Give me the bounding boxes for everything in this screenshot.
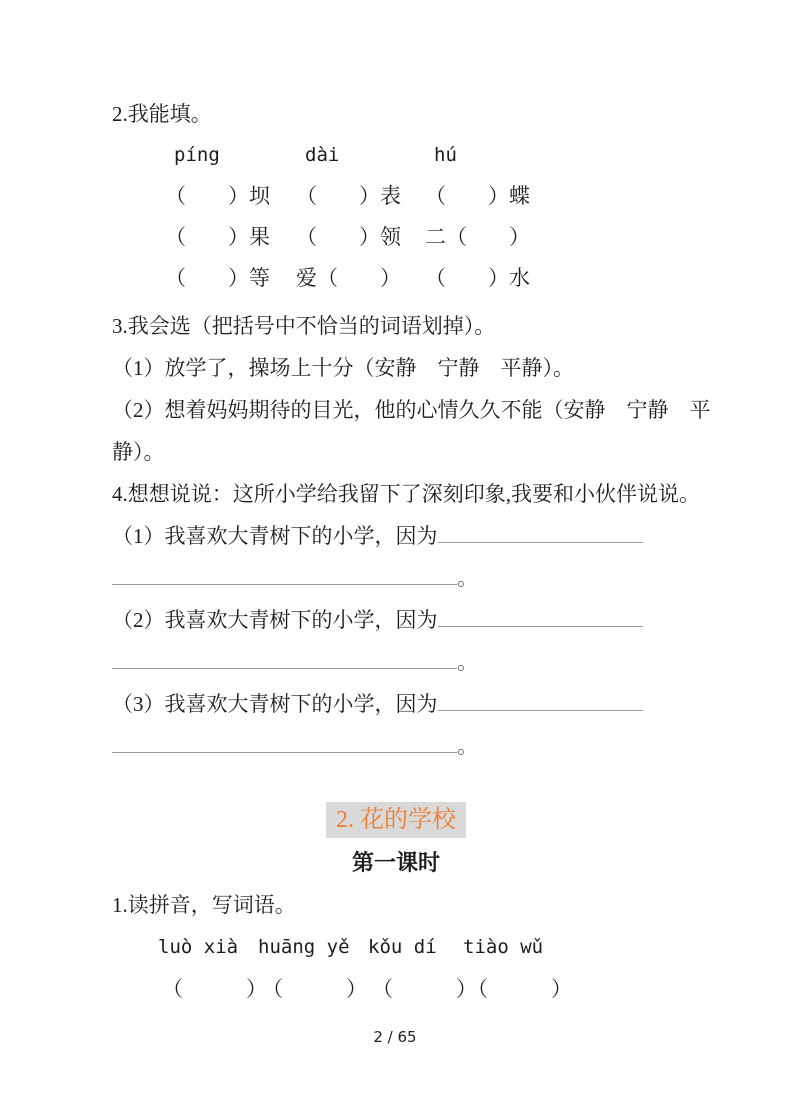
exercise-3-item-1: （1）放学了，操场上十分（安静 宁静 平静）。	[112, 356, 574, 380]
answer-brackets: （ ）	[162, 977, 267, 1001]
exercise-2-pinyin-row	[112, 135, 680, 176]
exercise-4-title: 4.想想说说：这所小学给我留下了深刻印象,我要和小伙伴说说。	[112, 482, 700, 506]
session-title: 第一课时	[351, 850, 440, 875]
fill-cell: （ ）表	[296, 184, 401, 208]
exercise-2-row-3	[112, 258, 680, 299]
fill-cell: （ ）水	[425, 266, 530, 290]
answer-blank-line	[438, 539, 643, 543]
exercise-4-item-1-continuation	[112, 557, 680, 599]
exercise-2-row-2	[112, 217, 680, 258]
fill-cell: （ ）果	[165, 225, 270, 249]
pinyin-label: dài	[305, 144, 340, 166]
item-prefix: （3）我喜欢大青树下的小学，因为	[112, 692, 438, 716]
fill-cell: （ ）领	[296, 225, 401, 249]
pinyin-label: hú	[434, 144, 457, 166]
answer-blank-line	[112, 581, 457, 585]
item-prefix: （2）我喜欢大青树下的小学，因为	[112, 608, 438, 632]
exercise-3-item-2-line-1: （2）想着妈妈期待的目光，他的心情久久不能（安静 宁静 平	[112, 398, 711, 422]
exercise-1-bracket-row	[162, 968, 680, 1010]
exercise-4-item-1	[112, 515, 680, 557]
session-heading-row	[112, 842, 680, 884]
exercise-2-title: 2.我能填。	[112, 102, 212, 126]
exercise-1-pinyin-row	[158, 926, 680, 968]
answer-blank-line	[112, 749, 457, 753]
fill-cell: （ ）蝶	[425, 184, 530, 208]
exercise-4-item-2-continuation	[112, 641, 680, 683]
exercise-3-title: 3.我会选（把括号中不恰当的词语划掉）。	[112, 314, 496, 338]
pinyin-label: luò xià	[158, 936, 239, 958]
pinyin-label: kǒu dí	[368, 936, 437, 958]
item-end-punct: 。	[457, 734, 478, 758]
exercise-4-item-3	[112, 683, 680, 725]
lesson-heading-row	[112, 802, 680, 838]
pinyin-label: píng	[174, 144, 220, 166]
item-end-punct: 。	[457, 566, 478, 590]
answer-brackets: （ ）	[372, 977, 477, 1001]
answer-brackets: （ ）	[262, 977, 367, 1001]
exercise-4-item-2	[112, 599, 680, 641]
fill-cell: （ ）等	[165, 266, 270, 290]
item-end-punct: 。	[457, 650, 478, 674]
exercise-1-title: 1.读拼音，写词语。	[112, 893, 296, 917]
answer-brackets: （ ）	[467, 977, 572, 1001]
pinyin-label: tiào wǔ	[463, 936, 544, 958]
answer-blank-line	[438, 707, 643, 711]
fill-cell: 二（ ）	[425, 225, 530, 249]
answer-blank-line	[112, 665, 457, 669]
page-number-indicator: 2 / 65	[373, 1028, 417, 1046]
exercise-2-row-1	[112, 176, 680, 217]
item-prefix: （1）我喜欢大青树下的小学，因为	[112, 524, 438, 548]
exercise-4-item-3-continuation	[112, 725, 680, 767]
exercise-3-item-2-line-2: 静）。	[112, 440, 165, 464]
fill-cell: （ ）坝	[165, 184, 270, 208]
answer-blank-line	[438, 623, 643, 627]
pinyin-label: huāng yě	[258, 936, 350, 958]
lesson-title: 2. 花的学校	[326, 802, 466, 838]
fill-cell: 爱（ ）	[296, 266, 401, 290]
